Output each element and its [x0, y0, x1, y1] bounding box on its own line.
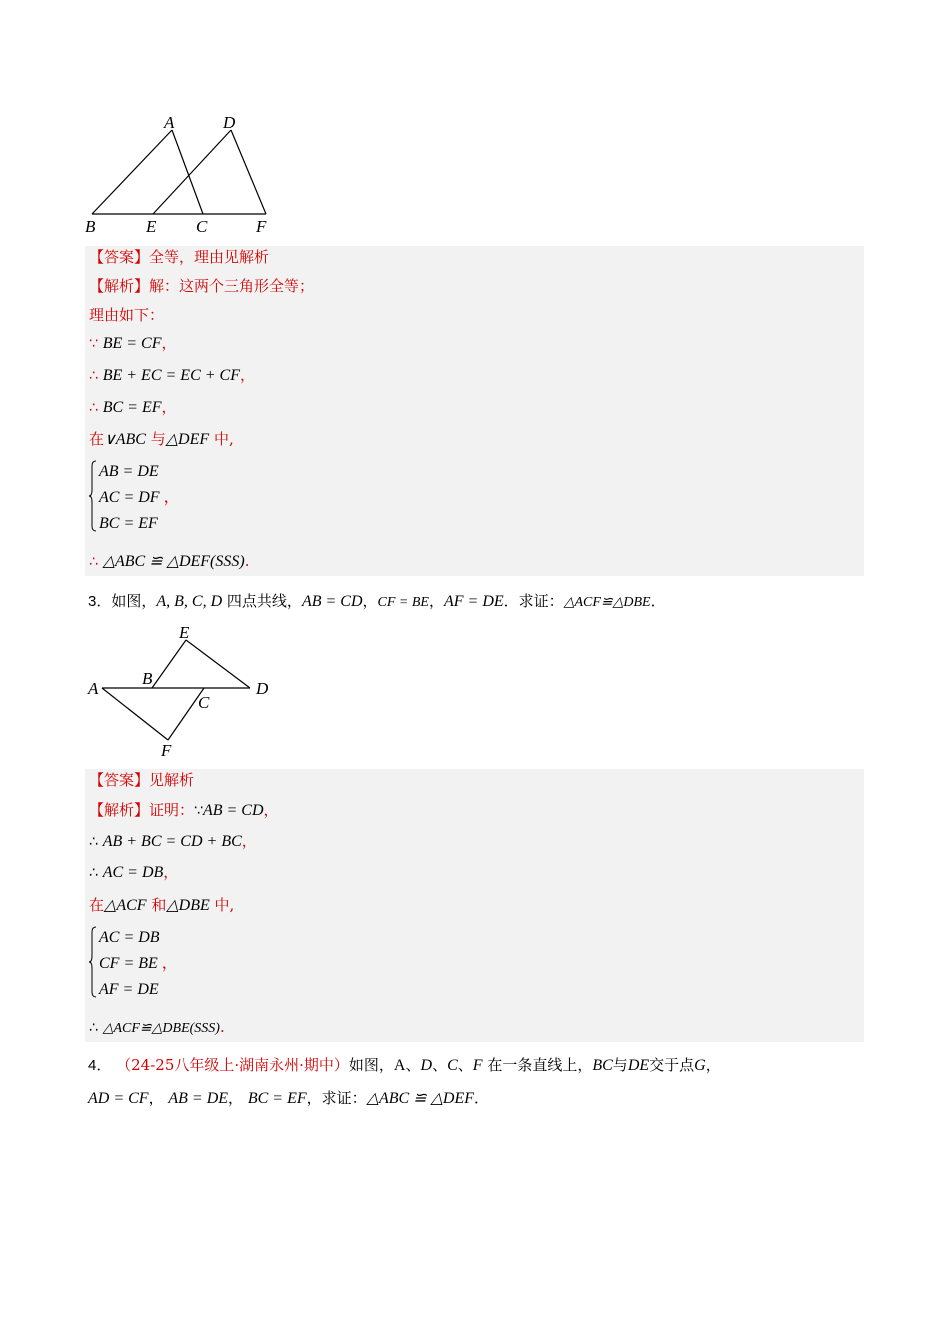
q4-text-2: 在一条直线上，	[487, 1056, 593, 1074]
in-triangles-line	[89, 428, 234, 451]
analysis-tag: 【解析】	[89, 277, 150, 295]
step-3: ∴ BC = EF，	[89, 398, 177, 416]
analysis-text: 证明：	[149, 801, 195, 819]
triangle-1: ∨ABC	[104, 431, 146, 448]
equation-system	[99, 925, 178, 1003]
q3-cond-3: AF = DE	[444, 593, 504, 610]
figure-2-svg	[82, 618, 282, 763]
q4-sep: 、	[432, 1056, 448, 1074]
triangle-2: △DBE	[166, 897, 210, 914]
triangle-1: △ACF	[104, 897, 147, 914]
step-2: ∴ AB + BC = CD + BC，	[89, 832, 257, 850]
conclusion-line	[89, 550, 249, 573]
q4-point-c: C	[447, 1057, 458, 1074]
therefore-symbol: ∴	[89, 834, 98, 850]
step-2: ∴ BE + EC = EC + CF，	[89, 366, 255, 384]
fig1-label-e: E	[146, 217, 157, 236]
in-mid: 与	[150, 430, 166, 448]
fig2-label-a: A	[88, 679, 99, 698]
step-2-formula: AB + BC = CD + BC	[102, 833, 242, 850]
left-brace	[89, 460, 97, 532]
period: .	[219, 1018, 225, 1036]
q3-text-2: 四点共线，	[226, 592, 302, 610]
q4-cond-3: BC = EF	[247, 1090, 307, 1107]
analysis-line: 【解析】证明：∵AB = CD，	[89, 801, 279, 819]
period: .	[244, 552, 250, 570]
in-suffix: 中,	[213, 430, 234, 448]
question-source: （24-25八年级上·湖南永州·期中）	[116, 1056, 349, 1074]
system-eq-1: AB = DE	[99, 463, 159, 480]
fig1-label-a: A	[164, 113, 175, 132]
answer-tag: 【答案】	[89, 771, 150, 789]
system-eq-2: CF = BE ，	[99, 955, 178, 972]
in-triangles-line	[89, 894, 234, 917]
therefore-symbol: ∴	[89, 400, 98, 416]
q3-goal: △ACF≌△DBE	[563, 595, 651, 610]
in-mid: 和	[151, 896, 167, 914]
system-eq-3: BC = EF	[99, 515, 158, 532]
fig2-label-c: C	[198, 693, 210, 712]
q3-cond-2: CF = BE	[377, 595, 429, 610]
step-3-formula: BC = EF	[102, 399, 162, 416]
q3-cond-1: AB = CD	[301, 593, 363, 610]
fig1-label-d: D	[223, 113, 236, 132]
conclusion-formula: △ABC ≌ △DEF(SSS)	[102, 553, 245, 570]
conclusion-line	[89, 1016, 225, 1040]
system-eq-2: AC = DF ，	[99, 489, 180, 506]
in-prefix: 在	[89, 896, 105, 914]
left-brace	[89, 926, 97, 998]
answer-text: 见解析	[149, 771, 195, 789]
fig1-label-f: F	[256, 217, 267, 236]
answer-line	[89, 246, 269, 268]
answer-line	[89, 769, 194, 791]
answer-block-2	[85, 769, 864, 1042]
q4-goal: △ABC ≌ △DEF	[366, 1090, 474, 1107]
q3-points: A, B, C, D	[156, 593, 223, 610]
q4-end: ．	[474, 1089, 490, 1107]
question-4-line-2: AD = CF， AB = DE， BC = EF，求证：△ABC ≌ △DEF．	[88, 1089, 490, 1107]
system-eq-1: AC = DB	[99, 929, 160, 946]
step-3-formula: AC = DB	[102, 864, 164, 881]
answer-tag: 【答案】	[89, 248, 150, 266]
fig2-label-d: D	[256, 679, 269, 698]
question-number: 3．	[88, 593, 112, 610]
q3-text-1: 如图，	[111, 592, 157, 610]
therefore-symbol: ∴	[89, 368, 98, 384]
question-number: 4．	[88, 1057, 112, 1074]
q4-cond-2: AB = DE	[168, 1090, 229, 1107]
q4-point-d: D	[420, 1057, 433, 1074]
fig2-label-e: E	[179, 623, 190, 642]
figure-1	[80, 110, 280, 240]
q4-text-3: 与	[612, 1056, 628, 1074]
q4-point-a: A	[393, 1057, 406, 1074]
in-suffix: 中,	[214, 896, 235, 914]
q4-text-5: ，求证：	[306, 1089, 367, 1107]
analysis-tag: 【解析】	[89, 801, 150, 819]
triangle-2: △DEF	[165, 431, 210, 448]
because-symbol: ∵	[194, 803, 203, 819]
because-symbol: ∵	[89, 336, 98, 352]
q4-sep: 、	[405, 1056, 421, 1074]
q4-point-f: F	[472, 1057, 483, 1074]
system-eq-3: AF = DE	[99, 981, 159, 998]
equation-system	[99, 459, 180, 537]
q4-comma: ，	[705, 1056, 721, 1074]
analysis-text: 解：这两个三角形全等；	[149, 277, 315, 295]
q4-point-g: G	[694, 1057, 706, 1074]
step-1-formula: AB = CD	[202, 802, 264, 819]
q4-text-4: 交于点	[649, 1056, 695, 1074]
in-prefix: 在	[89, 430, 105, 448]
q3-end: ．	[650, 592, 666, 610]
q4-cond-1: AD = CF	[88, 1090, 149, 1107]
step-1-formula: BE = CF	[102, 335, 162, 352]
step-3: ∴ AC = DB，	[89, 863, 179, 881]
therefore-symbol: ∴	[89, 1020, 98, 1036]
answer-block-1	[85, 246, 864, 576]
step-2-formula: BE + EC = EC + CF	[102, 367, 240, 384]
figure-1-svg	[80, 110, 280, 240]
therefore-symbol: ∴	[89, 865, 98, 881]
fig2-label-b: B	[142, 669, 153, 688]
conclusion-formula: △ACF≌△DBE(SSS)	[102, 1021, 220, 1036]
fig1-label-b: B	[85, 217, 96, 236]
answer-text: 全等，理由见解析	[149, 248, 270, 266]
q4-text-1: 如图，	[348, 1056, 394, 1074]
q4-seg-bc: BC	[592, 1057, 613, 1074]
q3-text-3: ．求证：	[503, 592, 564, 610]
fig2-label-f: F	[161, 741, 172, 760]
reason-line: 理由如下：	[89, 306, 165, 324]
figure-2	[82, 618, 282, 763]
question-4	[88, 1054, 721, 1077]
q4-seg-de: DE	[627, 1057, 650, 1074]
therefore-symbol: ∴	[89, 554, 98, 570]
q4-sep: 、	[457, 1056, 473, 1074]
analysis-line	[89, 275, 314, 297]
step-1: ∵ BE = CF，	[89, 334, 177, 352]
question-3: 3．如图，A, B, C, D 四点共线，AB = CD，CF = BE，AF = DE．求证：△ACF≌△DBE．	[88, 592, 666, 610]
fig1-label-c: C	[196, 217, 208, 236]
